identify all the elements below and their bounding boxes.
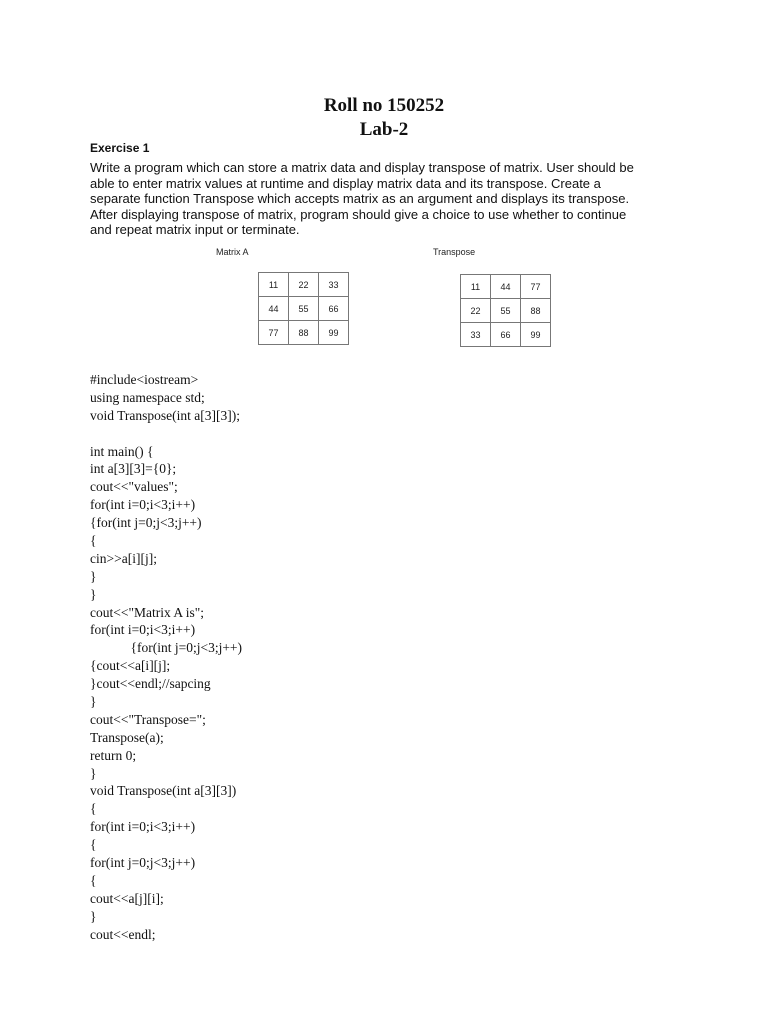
code-line: cout<<a[j][i]; [90, 890, 164, 906]
code-line: } [90, 765, 97, 781]
code-line: { [90, 872, 97, 888]
code-line: void Transpose(int a[3][3]); [90, 407, 240, 423]
matrix-row [461, 275, 551, 299]
code-line: { [90, 533, 97, 549]
code-line: { [90, 837, 97, 853]
code-line: { [90, 801, 97, 817]
description-line: able to enter matrix values at runtime and display matrix data and its transpose. Create a [90, 175, 601, 191]
matrix-cell: 88 [521, 299, 551, 323]
title-lab: Lab-2 [359, 119, 409, 140]
matrix-cell: 66 [491, 323, 521, 347]
matrix-a-label: Matrix A [216, 247, 249, 257]
code-line: cout<<"Matrix A is"; [90, 604, 204, 620]
matrix-cell: 33 [461, 323, 491, 347]
matrix-cell: 77 [521, 275, 551, 299]
matrix-cell: 11 [259, 273, 289, 297]
code-line: for(int i=0;i<3;i++) [90, 622, 196, 638]
code-line: cout<<"values"; [90, 479, 178, 495]
code-line: int a[3][3]={0}; [90, 461, 177, 477]
matrix-a-table [258, 272, 349, 345]
code-line: cin>>a[i][j]; [90, 550, 157, 566]
matrix-cell: 77 [259, 321, 289, 345]
transpose-label: Transpose [433, 247, 476, 257]
matrix-cell: 44 [491, 275, 521, 299]
code-line: for(int i=0;i<3;i++) [90, 497, 196, 513]
code-line: } [90, 568, 97, 584]
matrix-cell: 22 [461, 299, 491, 323]
code-block [90, 371, 242, 944]
matrix-row [259, 273, 349, 297]
code-line: {for(int j=0;j<3;j++) [90, 515, 202, 531]
code-line: }cout<<endl;//sapcing [90, 676, 211, 692]
code-line: {cout<<a[i][j]; [90, 658, 171, 674]
code-line [90, 425, 242, 443]
code-line: void Transpose(int a[3][3]) [90, 783, 237, 799]
matrix-row [461, 323, 551, 347]
code-line: using namespace std; [90, 389, 205, 405]
code-line: return 0; [90, 747, 137, 763]
matrix-row [259, 297, 349, 321]
matrix-cell: 55 [491, 299, 521, 323]
code-line: for(int j=0;j<3;j++) [90, 855, 196, 871]
description-line: After displaying transpose of matrix, program should give a choice to use whether to continue [90, 206, 627, 222]
matrix-cell: 55 [289, 297, 319, 321]
code-line: for(int i=0;i<3;i++) [90, 819, 196, 835]
code-line: Transpose(a); [90, 729, 164, 745]
matrix-cell: 99 [521, 323, 551, 347]
code-line: cout<<"Transpose="; [90, 711, 206, 727]
matrix-row [461, 299, 551, 323]
matrix-cell: 99 [319, 321, 349, 345]
description-line: Write a program which can store a matrix data and display transpose of matrix. User should be [90, 160, 634, 175]
matrix-cell: 66 [319, 297, 349, 321]
code-line: } [90, 908, 97, 924]
description-line: and repeat matrix input or terminate. [90, 222, 300, 237]
code-line: } [90, 694, 97, 710]
title-roll-no: Roll no 150252 [323, 95, 445, 116]
matrix-row [259, 321, 349, 345]
code-line: } [90, 586, 97, 602]
code-line: #include<iostream> [90, 372, 199, 387]
code-line: cout<<endl; [90, 926, 156, 942]
code-line: int main() { [90, 443, 154, 459]
exercise-description [90, 160, 690, 238]
matrix-cell: 22 [289, 273, 319, 297]
matrix-cell: 33 [319, 273, 349, 297]
matrix-cell: 44 [259, 297, 289, 321]
exercise-heading: Exercise 1 [90, 141, 150, 155]
description-line: separate function Transpose which accepts matrix as an argument and displays its transpose. [90, 191, 630, 206]
transpose-table [460, 274, 551, 347]
matrix-cell: 88 [289, 321, 319, 345]
code-line: {for(int j=0;j<3;j++) [90, 640, 243, 656]
matrix-cell: 11 [461, 275, 491, 299]
